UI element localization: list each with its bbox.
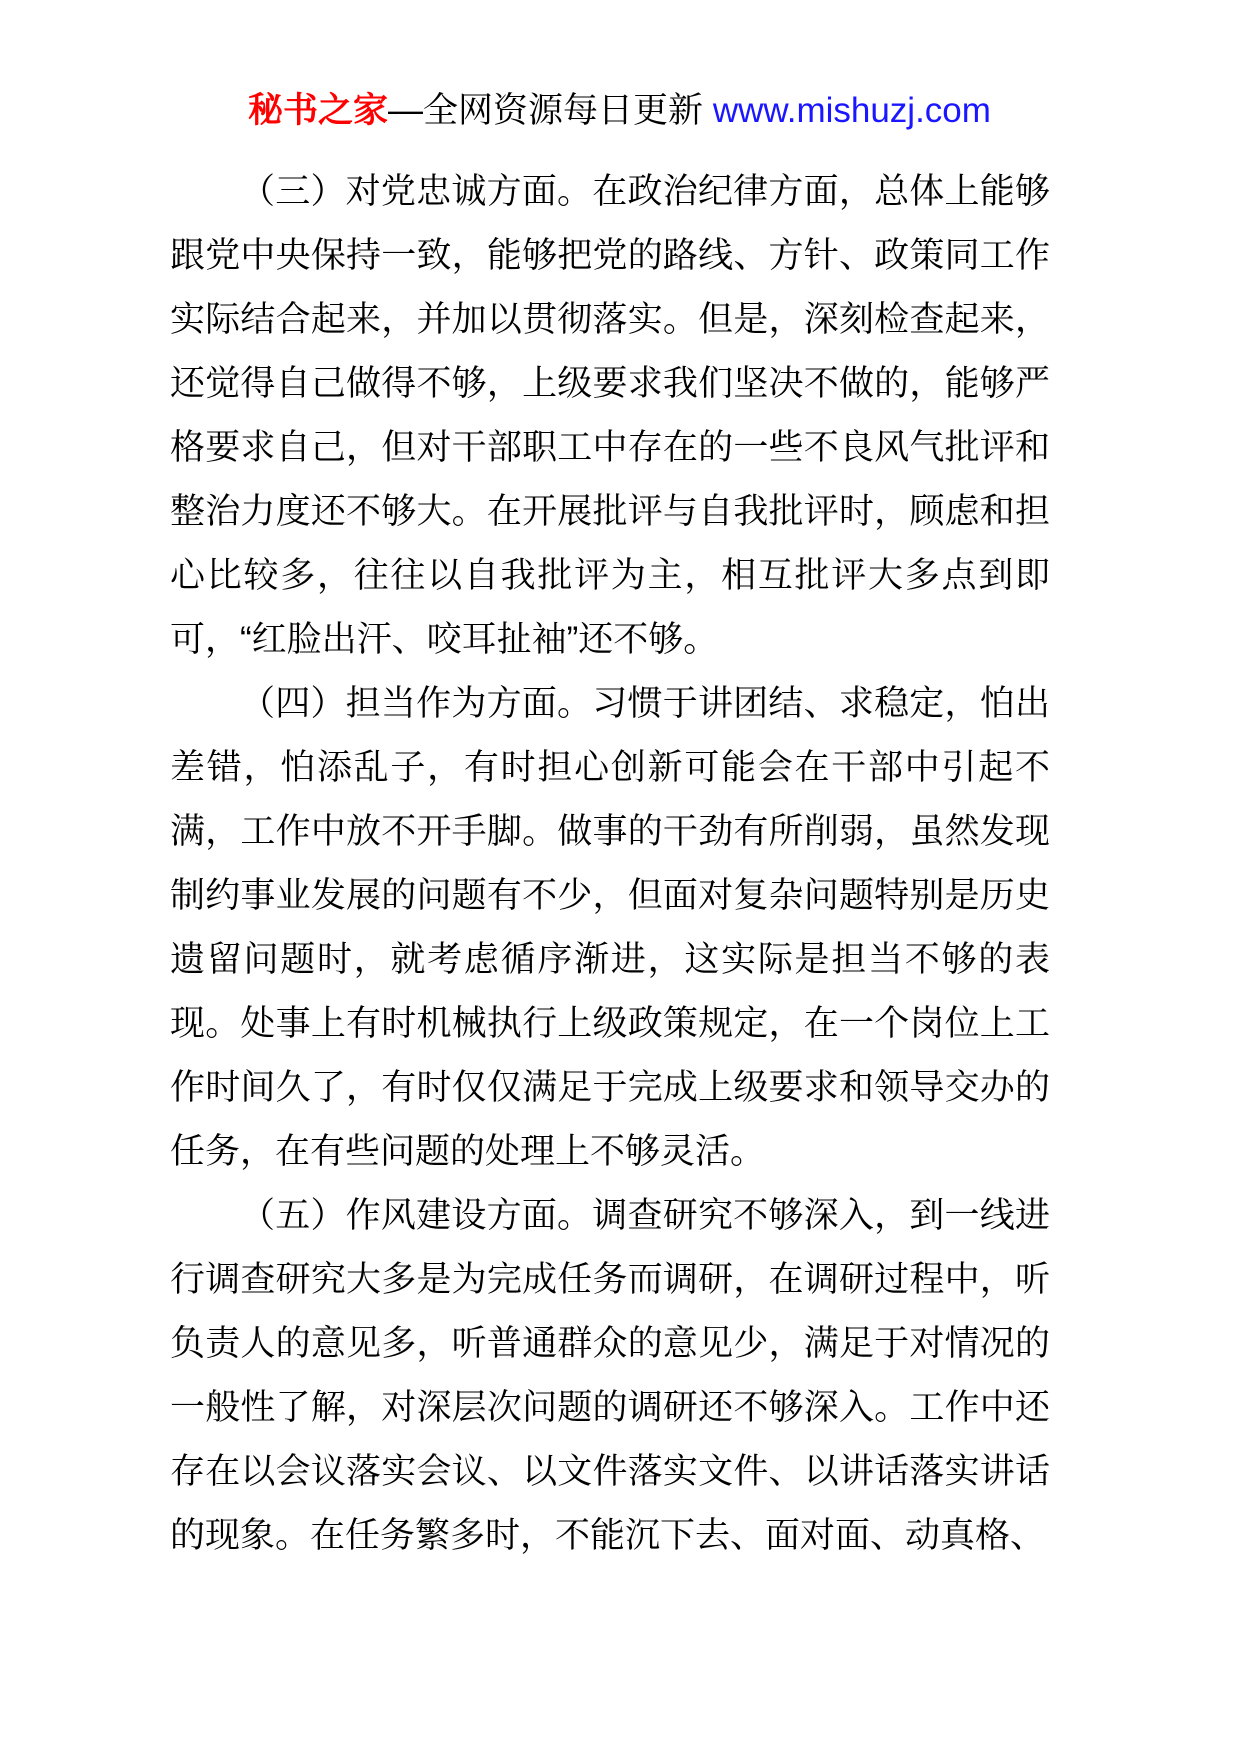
header-tagline: —全网资源每日更新 [388,91,704,130]
document-body [170,160,1050,1568]
body-paragraph: （四）担当作为方面。习惯于讲团结、求稳定，怕出差错，怕添乱子，有时担心创新可能会在干部中引起不满，工作中放不开手脚。做事的干劲有所削弱，虽然发现制约事业发展的问题有不少，但面对复杂问题特别是历史遗留问题时，就考虑循序渐进，这实际是担当不够的表现。处事上有时机械执行上级政策规定，在一个岗位上工作时间久了，有时仅仅满足于完成上级要求和领导交办的任务，在有些问题的处理上不够灵活。 [170,684,1050,1171]
header-url-link[interactable]: www.mishuzj.com [712,91,991,130]
brand-name: 秘书之家 [248,91,389,130]
body-paragraph: （三）对党忠诚方面。在政治纪律方面，总体上能够跟党中央保持一致，能够把党的路线、方针、政策同工作实际结合起来，并加以贯彻落实。但是，深刻检查起来，还觉得自己做得不够，上级要求我们坚决不做的，能够严格要求自己，但对干部职工中存在的一些不良风气批评和整治力度还不够大。在开展批评与自我批评时，顾虑和担心比较多，往往以自我批评为主，相互批评大多点到即可，“红脸出汗、咬耳扯袖”还不够。 [170,172,1050,659]
body-paragraph: （五）作风建设方面。调查研究不够深入，到一线进行调查研究大多是为完成任务而调研，在调研过程中，听负责人的意见多，听普通群众的意见少，满足于对情况的一般性了解，对深层次问题的调研还不够深入。工作中还存在以会议落实会议、以文件落实文件、以讲话落实讲话的现象。在任务繁多时，不能沉下去、面对面、动真格、 [170,1196,1050,1555]
page-header [170,86,1048,136]
